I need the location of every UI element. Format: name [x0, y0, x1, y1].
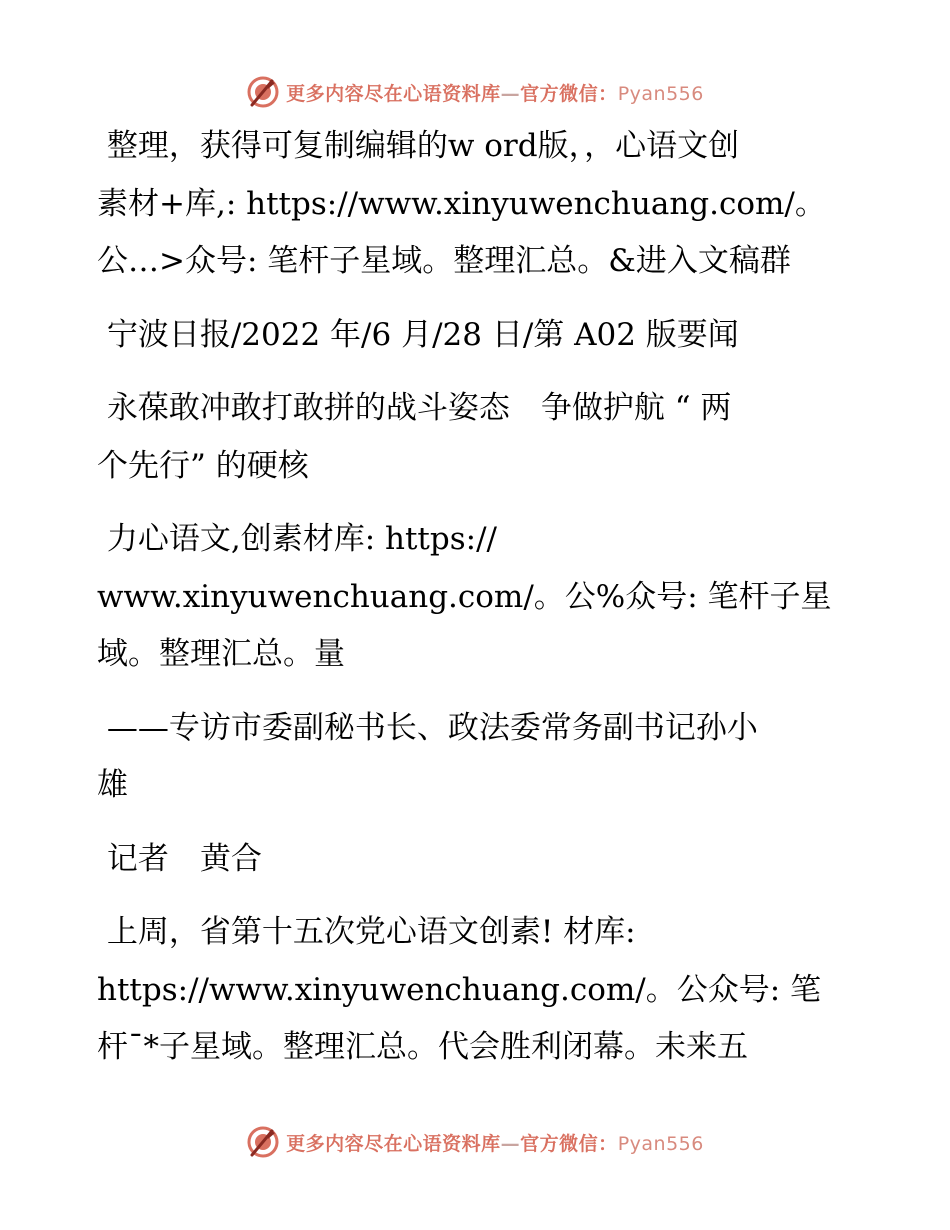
subtitle-line-2: 雄: [97, 767, 128, 803]
footer-wechat-label: 官方微信：: [520, 1132, 618, 1155]
reporter-line: 记者 黄合: [97, 840, 262, 877]
footer-wechat-account: Pyan556: [617, 1132, 704, 1155]
title-line-1: 永葆敢冲敢打敢拼的战斗姿态 争做护航 “ 两: [97, 390, 732, 426]
publication-info: 宁波日报/2022 年/6 月/28 日/第 A02 版要闻: [97, 316, 739, 353]
header-wechat-label: 官方微信：: [520, 82, 618, 105]
body-line-3: 杆¯*子星域。整理汇总。代会胜利闭幕。未来五: [97, 1029, 748, 1065]
page-footer-watermark: [0, 1122, 950, 1162]
footer-brand-line: [286, 1129, 704, 1156]
article-title: [97, 380, 857, 495]
footer-separator: —: [500, 1132, 521, 1155]
body-paragraph: [97, 904, 857, 1077]
watermark-line-2: www.xinyuwenchuang.com/。公%众号: 笔杆子星: [97, 578, 832, 615]
title-line-2: 个先行” 的硬核: [97, 447, 309, 484]
header-brand-line: [286, 79, 704, 106]
intro-paragraph: [97, 118, 857, 291]
pen-logo-icon: [246, 1125, 280, 1159]
intro-line-3: 公…>众号: 笔杆子星域。整理汇总。&进入文稿群: [97, 243, 791, 279]
header-separator: —: [500, 82, 521, 105]
watermark-line-3: 域。整理汇总。量: [97, 636, 345, 672]
watermark-paragraph: [97, 511, 857, 684]
footer-brand-text: 更多内容尽在心语资料库: [286, 1132, 501, 1155]
header-brand-text: 更多内容尽在心语资料库: [286, 82, 501, 105]
intro-line-1: 整理，获得可复制编辑的w ord版，，心语文创: [97, 128, 740, 164]
header-wechat-account: Pyan556: [617, 82, 704, 105]
intro-line-2: 素材+库,: https://www.xinyuwenchuang.com/。: [97, 185, 826, 222]
body-line-1: 上周，省第十五次党心语文创素! 材库:: [97, 914, 636, 950]
page-header-watermark: [0, 72, 950, 112]
pen-logo-icon: [246, 75, 280, 109]
subtitle-line-1: ——专访市委副秘书长、政法委常务副书记孙小: [97, 709, 758, 746]
watermark-line-1: 力心语文,创素材库: https://: [97, 521, 497, 557]
article-subtitle: [97, 700, 857, 815]
body-line-2: https://www.xinyuwenchuang.com/。公众号: 笔: [97, 971, 822, 1008]
document-body: [97, 118, 857, 1077]
